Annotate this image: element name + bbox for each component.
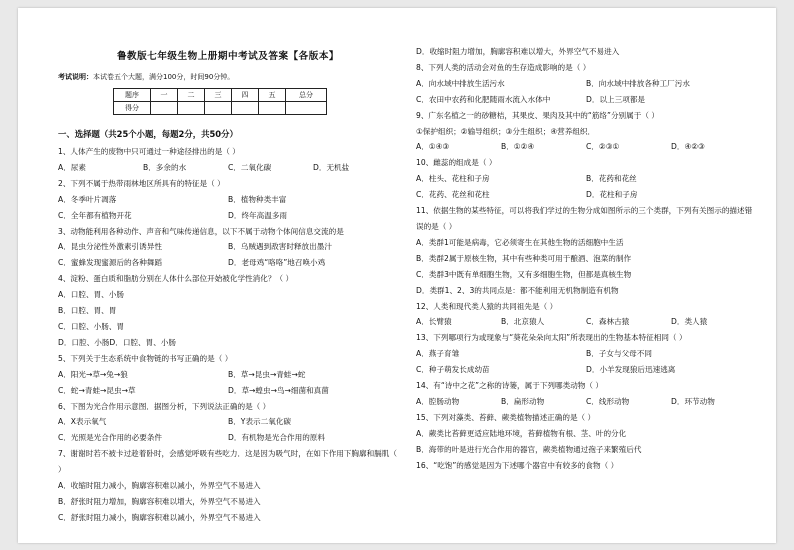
- left-column: [58, 144, 398, 526]
- option-text: C．线形动物: [586, 396, 630, 406]
- option-text: A．腔肠动物: [416, 396, 460, 406]
- option-text: D．口腔、小肠D．口腔、胃、小肠: [58, 337, 177, 347]
- option-text: A．向水域中排放生活污水: [416, 78, 505, 88]
- option-text: D．终年高温多雨: [228, 210, 288, 220]
- option-row: [58, 239, 398, 255]
- option-text: B．子女与父母不同: [586, 349, 652, 359]
- option-text: A．昆虫分泌性外激素引诱异性: [58, 242, 162, 252]
- section-heading: 一、选择题（共25个小题，每题2分，共50分）: [58, 129, 238, 139]
- option-text: C．全年都有植物开花: [58, 210, 132, 220]
- option-row: [416, 92, 756, 108]
- question-text: 14、有“诗中之花”之称的诗篓，属于下列哪类动物（ ）: [416, 381, 604, 391]
- option-text: C．森林古猿: [586, 317, 630, 327]
- exam-note-text: 本试卷五个大题，满分100分，时间90分钟。: [93, 73, 235, 81]
- option-row: [58, 414, 398, 430]
- option-row: [416, 346, 756, 362]
- option-text: C．②③①: [586, 142, 620, 152]
- question-text: 6、下图为光合作用示意图．据图分析，下列说法正确的是（ ）: [58, 401, 271, 411]
- question-text: 4、淀粉、蛋白质和脂肪分别在人体什么部位开始被化学性消化？（ ）: [58, 274, 294, 284]
- option-text: B．Y表示二氧化碳: [228, 417, 292, 427]
- option-row: [58, 255, 398, 271]
- question-text: 5、下列关于生态系统中食物链的书写正确的是（ ）: [58, 353, 233, 363]
- option-text: D．类人猿: [671, 317, 708, 327]
- option-text: D．④②③: [671, 142, 705, 152]
- option-text: D．小羊发现狼后迅速逃离: [586, 365, 676, 375]
- option-text: A．X表示氧气: [58, 417, 107, 427]
- option-row: [58, 192, 398, 208]
- exam-title: 鲁教版七年级生物上册期中考试及答案【各版本】: [116, 51, 340, 62]
- option-text: B．向水域中排放各种工厂污水: [586, 78, 690, 88]
- option-text: D．环节动物: [671, 396, 715, 406]
- score-cell: 四: [232, 89, 259, 102]
- score-cell: 二: [178, 89, 205, 102]
- option-text: A．口腔、胃、小肠: [58, 290, 124, 300]
- score-cell: 一: [151, 89, 178, 102]
- option-text: A．长臂猿: [416, 317, 452, 327]
- option-text: B．海带的叶是进行光合作用的器官，蕨类植物通过孢子来繁殖后代: [416, 444, 642, 454]
- option-text: C．舒张时阻力减小，胸廓容积难以减小，外界空气不易进入: [58, 512, 261, 522]
- score-cell: 五: [259, 89, 286, 102]
- score-cell: [232, 102, 259, 115]
- question-text: 16、“吃饱”的感觉是因为下述哪个器官中有较多的食物（ ）: [416, 460, 619, 470]
- option-text: A．燕子育雏: [416, 349, 460, 359]
- option-text: D．草→蝗虫→鸟→细菌和真菌: [228, 385, 329, 395]
- option-text: A．阳光→草→兔→狼: [58, 369, 128, 379]
- score-cell: [286, 102, 327, 115]
- score-cell: [259, 102, 286, 115]
- score-table: [113, 88, 327, 115]
- option-row: [58, 160, 398, 176]
- option-text: ①保护组织；②输导组织；③分生组织；④营养组织．: [416, 126, 596, 136]
- option-text: D．有机物是光合作用的原料: [228, 433, 325, 443]
- option-text: C．农田中农药和化肥随雨水流入水体中: [416, 94, 551, 104]
- option-row: [416, 187, 756, 203]
- option-row: [58, 430, 398, 446]
- score-cell: 总分: [286, 89, 327, 102]
- option-text: D．老母鸡“咯咯”地召唤小鸡: [228, 258, 326, 268]
- option-text: D．以上三项都是: [586, 94, 646, 104]
- option-row: [58, 367, 398, 383]
- option-text: B．扁形动物: [501, 396, 545, 406]
- question-text: 12、人类和现代类人猿的共同祖先是（ ）: [416, 301, 558, 311]
- question-text: 13、下列哪项行为或现象与“葵花朵朵向太阳”所表现出的生物基本特征相同（ ）: [416, 333, 687, 343]
- option-text: A．尿素: [58, 162, 86, 172]
- option-text: C．光照是光合作用的必要条件: [58, 433, 163, 443]
- score-table-score-row: [114, 102, 327, 115]
- option-row: [416, 171, 756, 187]
- score-table-header-row: [114, 89, 327, 102]
- question-text: 10、雌蕊的组成是（ ）: [416, 158, 497, 168]
- option-row: [416, 362, 756, 378]
- option-text: B．多余的水: [143, 162, 187, 172]
- option-text: A．冬季叶片凋落: [58, 194, 117, 204]
- option-text: B．类群2属于原核生物，其中有些种类可用于酿酒、泡菜的制作: [416, 253, 632, 263]
- option-row: [416, 76, 756, 92]
- option-text: B．①②④: [501, 142, 535, 152]
- option-text: B．植物种类丰富: [228, 194, 287, 204]
- question-text: 2、下列不属于热带雨林地区所具有的特征是（ ）: [58, 178, 225, 188]
- question-text: 7、谢谢时若不被卡过趁着卧时，会感觉呼吸有些吃力．这是因为吸气时，在如下作用下胸廓和膈肌（ ）: [58, 449, 397, 475]
- right-column: [416, 44, 756, 473]
- option-text: B．北京猿人: [501, 317, 545, 327]
- option-text: D．类群1、2、3的共同点是：都不能利用无机物制造有机物: [416, 285, 619, 295]
- option-text: A．柱头、花柱和子房: [416, 174, 490, 184]
- option-text: C．蜜蜂发现蜜源后的各种舞蹈: [58, 258, 163, 268]
- score-cell: [151, 102, 178, 115]
- score-cell: 题序: [114, 89, 151, 102]
- option-text: A．类群1可能是病毒，它必须寄生在其他生物的活细胞中生活: [416, 237, 624, 247]
- question-text: D．收缩时阻力增加，胸廓容积难以增大，外界空气不易进入: [416, 47, 620, 56]
- option-text: A．收缩时阻力减小，胸廓容积难以减小，外界空气不易进入: [58, 481, 261, 491]
- question-text: 8、下列人类的活动会对鱼的生存造成影响的是（ ）: [416, 62, 591, 72]
- option-text: D．无机盐: [313, 162, 350, 172]
- score-cell: 三: [205, 89, 232, 102]
- option-row: [58, 383, 398, 399]
- option-row: [416, 139, 756, 155]
- exam-note: [58, 72, 234, 82]
- score-cell: 得分: [114, 102, 151, 115]
- option-text: A．①④③: [416, 142, 450, 152]
- question-text: 3、动物能利用各种动作、声音和气味传递信息，以下不属于动物个体间信息交流的是: [58, 226, 344, 236]
- question-text: 9、广东名植之一的砂糖桔，其果皮、果肉及其中的“筋络”分别属于（ ）: [416, 110, 659, 120]
- option-text: B．乌贼遇到敌害时释放出墨汁: [228, 242, 332, 252]
- option-text: C．口腔、小肠、胃: [58, 321, 125, 331]
- option-text: B．舒张时阻力增加，胸廓容积难以增大，外界空气不易进入: [58, 496, 261, 506]
- option-text: B．花药和花丝: [586, 174, 637, 184]
- option-text: B．草→昆虫→青蛙→蛇: [228, 369, 306, 379]
- option-text: C．蛇→青蛙→昆虫→草: [58, 385, 136, 395]
- option-text: D．花柱和子房: [586, 190, 638, 200]
- option-text: B．口腔、胃、胃: [58, 306, 117, 316]
- option-text: C．二氧化碳: [228, 162, 272, 172]
- option-row: [58, 208, 398, 224]
- question-text: 15、下列对藻类、苔藓、蕨类植物描述正确的是（ ）: [416, 412, 596, 422]
- option-row: [416, 394, 756, 410]
- option-row: [416, 314, 756, 330]
- option-text: A．蕨类比苔藓更适应陆地环境，苔藓植物有根、茎、叶的分化: [416, 428, 627, 438]
- exam-note-label: 考试说明：: [58, 73, 93, 81]
- score-cell: [205, 102, 232, 115]
- question-text: 1、人体产生的废物中只可通过一种途径排出的是（ ）: [58, 147, 240, 156]
- exam-page: [18, 8, 776, 543]
- score-cell: [178, 102, 205, 115]
- option-text: C．种子萌发长成幼苗: [416, 365, 490, 375]
- question-text: 11、依据生物的某些特征，可以将我们学过的生物分成如图所示的三个类群，下列有关图示的描述错误的是（ ）: [416, 206, 753, 231]
- option-text: C．类群3中既有单细胞生物，又有多细胞生物，但都是真核生物: [416, 269, 632, 279]
- option-text: C．花药、花丝和花柱: [416, 190, 490, 200]
